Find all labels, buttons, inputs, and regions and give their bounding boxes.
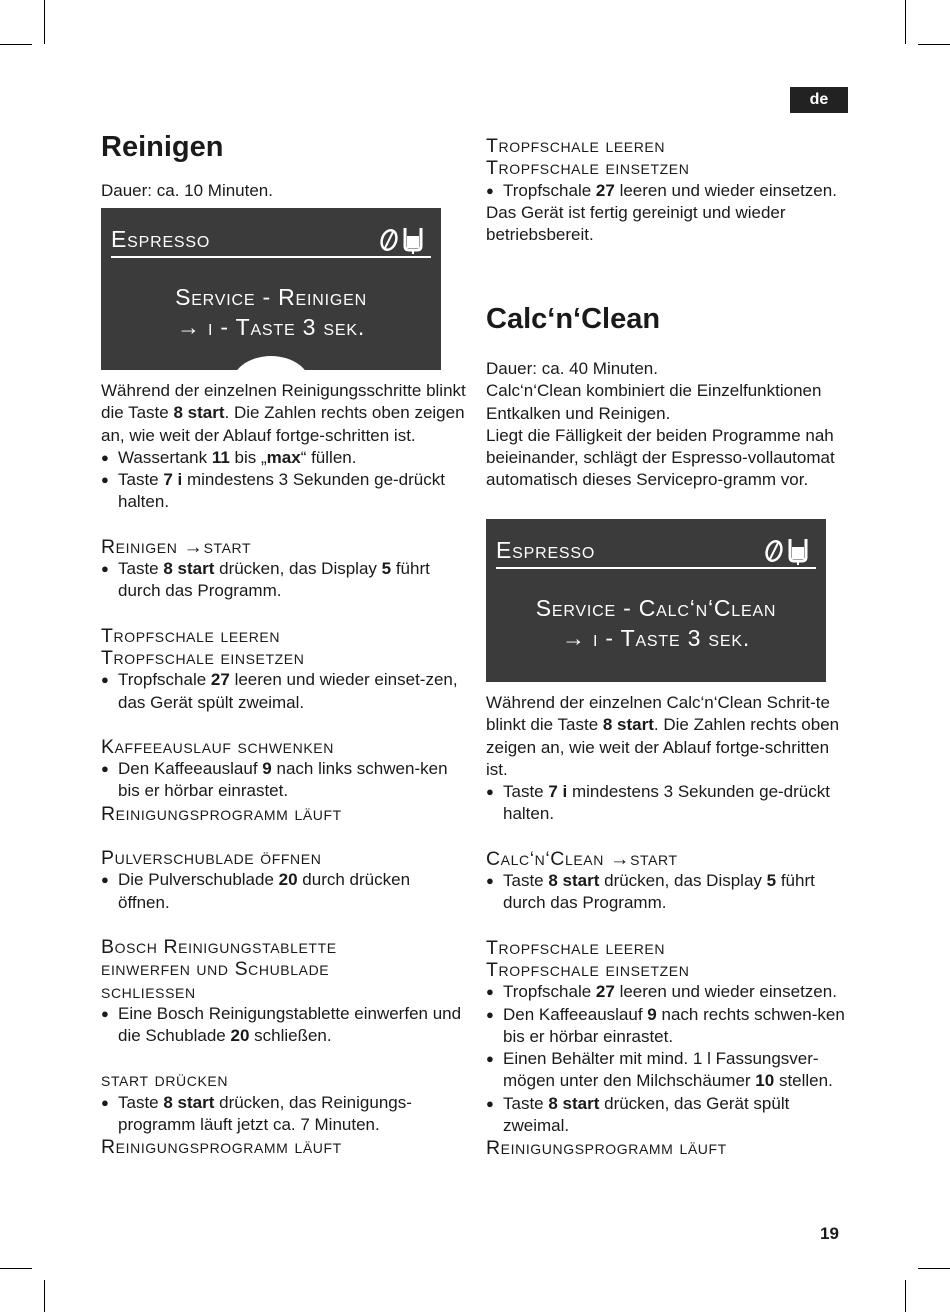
list-item: ● Tropfschale 27 leeren und wieder einset-zen, das Gerät spült zweimal. (101, 669, 466, 714)
crop-mark (918, 44, 950, 45)
bean-cup-icon (377, 220, 429, 256)
list-item: ● Den Kaffeeauslauf 9 nach rechts schwen-ken bis er hörbar einrastet. (486, 1004, 851, 1049)
combines-text: Calc‘n‘Clean kombiniert die Einzelfunktionen Entkalken und Reinigen. (486, 381, 822, 423)
list-item: ● Taste 8 start drücken, das Gerät spült zweimal. (486, 1093, 851, 1138)
list-item: ● Tropfschale 27 leeren und wieder einsetzen. (486, 981, 851, 1003)
step-heading: Bosch Reinigungstablette (101, 935, 337, 958)
list-item: ● Taste 8 start drücken, das Reinigungs-programm läuft jetzt ca. 7 Minuten. (101, 1092, 466, 1137)
left-body (101, 380, 466, 1159)
display-panel-calcnclean (486, 519, 826, 682)
display-line-1: Service - Reinigen (175, 284, 367, 310)
list-item: ● Die Pulverschublade 20 durch drücken öffnen. (101, 869, 466, 914)
step-heading: Kaffeeauslauf schwenken (101, 735, 334, 758)
list-item: ● Taste 8 start drücken, das Display 5 führt durch das Programm. (101, 558, 466, 603)
crop-mark (44, 1280, 45, 1312)
step-heading: Tropfschale leeren (101, 624, 281, 647)
step-heading: Reinigungsprogramm läuft (486, 1137, 727, 1160)
step-heading: Calc‘n‘Clean →start (486, 847, 678, 870)
display-mode-label: Espresso (111, 226, 211, 252)
crop-mark (0, 44, 32, 45)
crop-mark (905, 1280, 906, 1312)
step-heading: Reinigungsprogramm läuft (101, 802, 342, 825)
step-heading: Reinigen →start (101, 535, 252, 558)
step-heading: start drücken (101, 1069, 229, 1092)
duration-text: Dauer: ca. 10 Minuten. (101, 181, 273, 200)
right-intro (486, 358, 851, 492)
section-title-calcnclean: Calc‘n‘Clean (486, 303, 661, 335)
step-heading: Tropfschale leeren (486, 135, 666, 157)
display-line-1: Service - Calc‘n‘Clean (535, 595, 777, 621)
section-title-reinigen: Reinigen (101, 131, 224, 163)
done-text: Das Gerät ist fertig gereinigt und wieder betriebsbereit. (486, 202, 786, 245)
display-line-2: → i - Taste 3 sek. (561, 625, 751, 651)
list-item: ● Taste 8 start drücken, das Display 5 führt durch das Programm. (486, 870, 851, 915)
step-heading: einwerfen und Schublade (101, 958, 330, 981)
step-heading: Reinigungsprogramm läuft (101, 1136, 342, 1159)
right-body (486, 692, 851, 1160)
intro-paragraph: Während der einzelnen Reinigungsschritte blinkt die Taste 8 start. Die Zahlen rechts oben zeigen an, wie weit der Ablauf fortge-schritten ist. (101, 381, 466, 445)
page-number: 19 (820, 1224, 839, 1243)
step-heading: Tropfschale einsetzen (486, 958, 690, 981)
step-heading: Pulverschublade öffnen (101, 847, 322, 870)
step-heading: schliessen (101, 980, 196, 1003)
suggest-text: Liegt die Fälligkeit der beiden Programme nah beieinander, schlägt der Espresso-vollautomat automatisch dieses Servicepro-gramm vor. (486, 425, 835, 490)
list-item: ● Den Kaffeeauslauf 9 nach links schwen-ken bis er hörbar einrastet. (101, 758, 466, 803)
list-item: ● Wassertank 11 bis „max“ füllen. (101, 447, 466, 469)
crop-mark (905, 0, 906, 44)
display-line-2: → i - Taste 3 sek. (176, 314, 366, 340)
crop-mark (44, 0, 45, 44)
crop-mark (0, 1268, 32, 1269)
language-badge: de (790, 87, 848, 113)
display-message (486, 593, 826, 653)
display-panel-reinigen (101, 208, 441, 370)
list-item: ● Einen Behälter mit mind. 1 l Fassungsver-mögen unter den Milchschäumer 10 stellen. (486, 1048, 851, 1093)
list-item: ● Tropfschale 27 leeren und wieder einsetzen. (486, 180, 851, 202)
crop-mark (918, 1268, 950, 1269)
list-item: ● Taste 7 i mindestens 3 Sekunden ge-drückt halten. (486, 781, 851, 826)
display-icons (762, 531, 814, 572)
duration-text: Dauer: ca. 40 Minuten. (486, 359, 658, 378)
intro-paragraph: Während der einzelnen Calc‘n‘Clean Schrit-te blinkt die Taste 8 start. Die Zahlen rechts oben zeigen an, wie weit der Ablauf fortge-schritten ist. (486, 693, 840, 779)
right-top (486, 135, 851, 246)
step-heading: Tropfschale einsetzen (101, 646, 305, 669)
list-item: ● Taste 7 i mindestens 3 Sekunden ge-drückt halten. (101, 469, 466, 514)
step-heading: Tropfschale einsetzen (486, 157, 690, 180)
display-message (101, 282, 441, 342)
step-heading: Tropfschale leeren (486, 936, 666, 959)
display-mode-label: Espresso (496, 537, 596, 563)
list-item: ● Eine Bosch Reinigungstablette einwerfen und die Schublade 20 schließen. (101, 1003, 466, 1048)
display-icons (377, 220, 429, 261)
bean-cup-icon (762, 531, 814, 567)
display-notch (231, 356, 311, 370)
